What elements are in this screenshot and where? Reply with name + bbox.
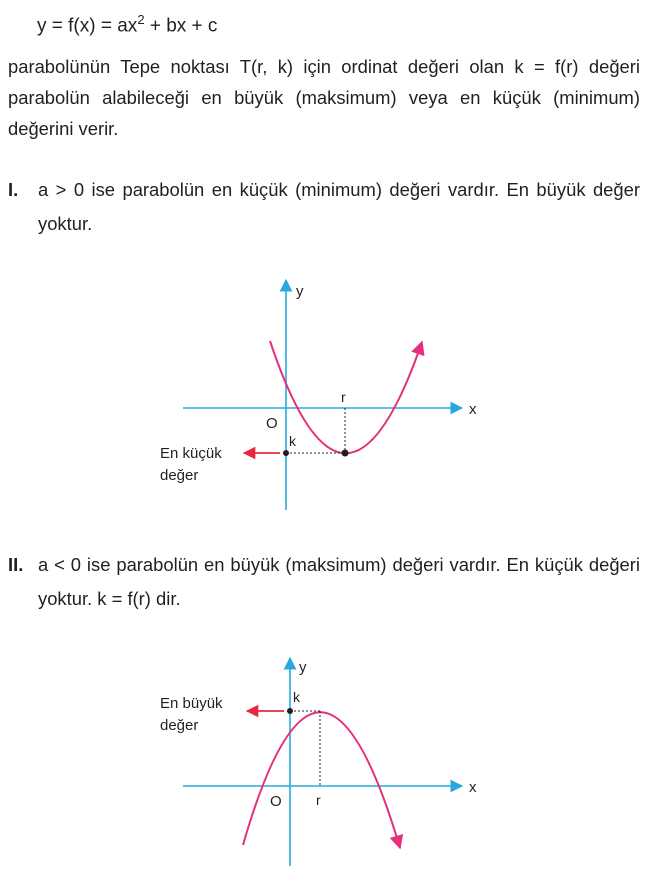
r-label: r: [341, 389, 346, 405]
y-axis-label: y: [296, 283, 304, 300]
origin-label: O: [270, 793, 282, 810]
item-text: a > 0 ise parabolün en küçük (minimum) değeri vardır. En büyük değer yoktur.: [38, 179, 640, 234]
y-axis-label: y: [299, 659, 307, 676]
k-label: k: [289, 433, 296, 449]
intro-paragraph: parabolünün Tepe noktası T(r, k) için ordinat değeri olan k = f(r) değeri parabolün alabileceği en büyük (maksimum) veya en küçük (minimum) değerini verir.: [8, 56, 640, 139]
x-axis-label: x: [469, 401, 477, 418]
formula-exponent: 2: [137, 12, 145, 27]
parabola-curve: [243, 712, 400, 848]
item-number: II.: [8, 554, 24, 575]
pointer-label-line1: En büyük: [160, 695, 223, 712]
k-label: k: [293, 689, 300, 705]
pointer-label-line2: değer: [160, 467, 199, 484]
origin-label: O: [266, 415, 278, 432]
vertex-point: [342, 450, 349, 457]
x-axis-label: x: [469, 779, 477, 796]
graph-maximum: [160, 658, 477, 866]
k-point: [283, 450, 289, 456]
r-label: r: [316, 792, 321, 808]
pointer-label-line2: değer: [160, 717, 199, 734]
item-text: a < 0 ise parabolün en büyük (maksimum) değeri vardır. En küçük değeri yoktur. k = f(r) dir.: [38, 554, 640, 609]
k-point: [287, 708, 293, 714]
graph-minimum: [160, 280, 477, 510]
formula-right: + bx + c: [144, 15, 218, 37]
pointer-label-line1: En küçük: [160, 445, 222, 462]
item-number: I.: [8, 179, 19, 200]
formula-left: y = f(x) = ax: [37, 15, 138, 37]
